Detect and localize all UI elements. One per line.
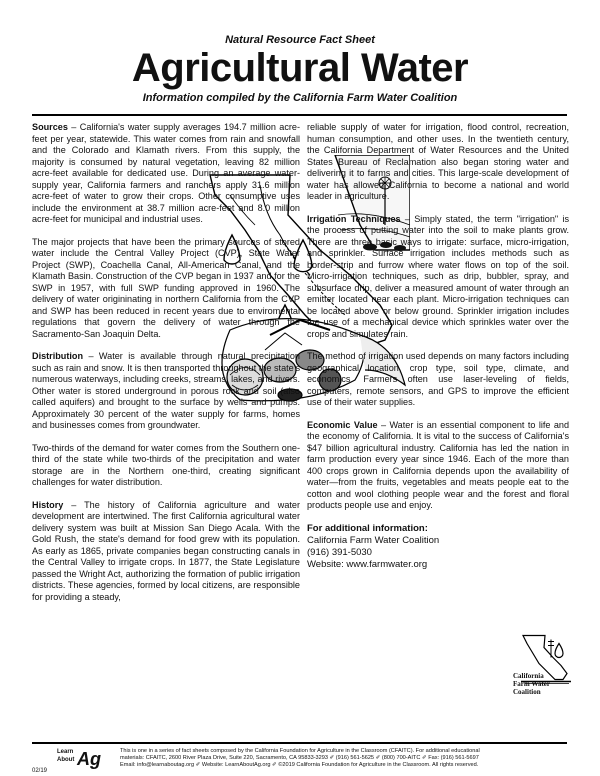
sources-paragraph-2: [32, 237, 300, 341]
left-column: [32, 122, 300, 614]
economic-text: – Water is an essential component to life and the economy of California. It is vital to the success of California's $47 billion agricultural industry. California has led the nation in farm production every year since 1946. Each of the more than 400 crops grown in California depends upon the availability of water—from the fruits, vegetables and meats people eat to the cotton and wool clothing people wear and the forest and floral products people use and enjoy.: [307, 419, 569, 510]
logo-learn: Learn: [57, 749, 74, 755]
sources-paragraph: [32, 122, 300, 226]
footer-rule: [32, 742, 567, 744]
history-text: – The history of California agriculture and water development are intertwined. The first California agricultural water delivery system was built at Mission San Diego Acala. With the Gold Rush, the state's demand for food grew with its population. As early as 1865, private companies began constructing canals in the Central Valley to irrigate crops. In 1877, the State Legislature passed the Wright Act, authorizing the formation of public irrigation districts. These agencies, formed by local citizens, are responsible for providing a steady,: [32, 499, 300, 602]
distribution-paragraph: [32, 351, 300, 432]
footer-line-1: This is one in a series of fact sheets composed by the California Foundation for Agriculture in the Classroom (CFAITC). For additional educational: [120, 748, 480, 754]
footer-line-2: materials: CFAITC, 2600 River Plaza Drive, Suite 220, Sacramento, CA 95833-3293 ✐ (916) 561-5625 ✐ (800) 700-AITC ✐ Fax: (916) 561-5697: [120, 755, 479, 762]
logo-about: About: [57, 757, 75, 763]
irrigation-method-text: The method of irrigation used depends on many factors including geographical location, crop type, soil type, climate, and economics. Farmers often use laser-leveling of fields, computers, remote sensors, and GPS to improve the efficient use of their water supplies.: [307, 351, 569, 407]
phone-number: (916) 391-5030: [307, 546, 372, 558]
footer: [0, 745, 600, 776]
right-column: [307, 122, 569, 571]
cfwc-line-2: Farm Water: [513, 680, 550, 688]
more-info-heading: For additional information:: [307, 522, 428, 534]
history-continued-text: reliable supply of water for irrigation, flood control, recreation, human consumption, and other uses. In the twentieth century, the California Department of Water Resources and the United States Bureau of Reclamation also began storing water and delivering it to farms and cities. This large-scale development of water has allowed California to become a national and world leader in agriculture.: [307, 122, 569, 201]
page-title: Agricultural Water: [131, 46, 469, 90]
distribution-paragraph-2: [32, 443, 300, 489]
cfwc-line-3: Coalition: [513, 688, 541, 696]
sources-text: – California's water supply averages 194.7 million acre-feet per year, statewide. This water comes from rain and snowfall and the Colorado and Klamath rivers. From this supply, the majority is consumed by natural vegetation, leaving 82 million acre-feet available for dedicated use. During an average water-supply year, California farmers and ranchers apply 31.6 million acre-feet of water to grow their crops. Other consumptive uses include the environment at 38.7 million acre-feet and 8.0 million acre-feet for municipal and industrial uses.: [32, 122, 301, 224]
history-continued: [307, 122, 569, 203]
series-label: Natural Resource Fact Sheet: [225, 34, 375, 46]
footer-text: [120, 748, 570, 770]
header: [0, 34, 600, 104]
irrigation-text: – Simply stated, the term "irrigation" is the process of putting water into the soil to make plants grow. There are three basic ways to irrigate: surface, micro-irrigation, and sprinkler. Surface irrigation includes methods such as border-strip and furrow where water flows on top of the soil. Micro-irrigation techniques, such as drip, bubbler, spray, and subsurface drip, deliver a measured amount of water through an emitter located near each plant. Micro-irrigation techniques can be located above or below ground. Sprinkler irrigation includes the use of a mechanical device which sprinkles water over the crops and simulates rain.: [307, 213, 569, 339]
history-paragraph: [32, 500, 300, 604]
learnaboutag-logo: [57, 749, 107, 773]
projects-text: The major projects that have been the primary sources of stored water include the Central Valley Project (CVP), State Water Project (SWP), Coachella Canal, All-American Canal, and the Klamath Basin. Construction of the CVP began in 1937 and for the SWP in 1957, with full SWP funding approved in 1960. The delivery of water origininating in northern California from the CVP and SWP has been reduced in recent years due to enviromental regulations that govern the delivery of water through the Sacramento-San Joaquin Delta.: [32, 236, 300, 339]
distribution-heading: Distribution: [32, 351, 84, 361]
sources-heading: Sources: [32, 122, 68, 132]
footer-code: 02/19: [32, 768, 48, 774]
org-name: California Farm Water Coalition: [307, 534, 440, 546]
economic-heading: Economic Value: [307, 419, 378, 430]
irrigation-paragraph-2: [307, 351, 569, 409]
distribution-text: – Water is available through natural precipitation such as rain and snow. It is then transported throughout the state's numerous waterways, including creeks, streams, lakes, and rivers. Other water is stored underground in porous rock and soil (also called aquifers) and brought to the surface by wells and pumps. Approximately 30 percent of the water supply for farms, homes and businesses comes from groundwater.: [32, 351, 300, 430]
demand-text: Two-thirds of the demand for water comes from the Southern one-third of the state while two-thirds of the precipitation and water storage are in the Northern one-third, creating significant challenges for water distribution.: [32, 442, 300, 487]
irrigation-paragraph: [307, 214, 569, 341]
cfwc-logo-text: [513, 672, 577, 696]
page-subtitle: Information compiled by the California Farm Water Coalition: [142, 92, 458, 104]
website-link[interactable]: Website: www.farmwater.org: [307, 558, 428, 570]
irrigation-heading: Irrigation Techniques: [307, 213, 401, 224]
logo-ag: Ag: [77, 749, 101, 769]
cfwc-line-1: California: [513, 672, 544, 680]
footer-line-3: Email: info@learnaboutag.org ✐ Website: LearnAboutAg.org ✐ ©2019 California Foundation for Agriculture in the Classroom. All rights reserved.: [120, 762, 479, 769]
more-info: [307, 523, 569, 571]
economic-paragraph: [307, 420, 569, 512]
header-rule: [32, 114, 567, 116]
history-heading: History: [32, 499, 64, 510]
